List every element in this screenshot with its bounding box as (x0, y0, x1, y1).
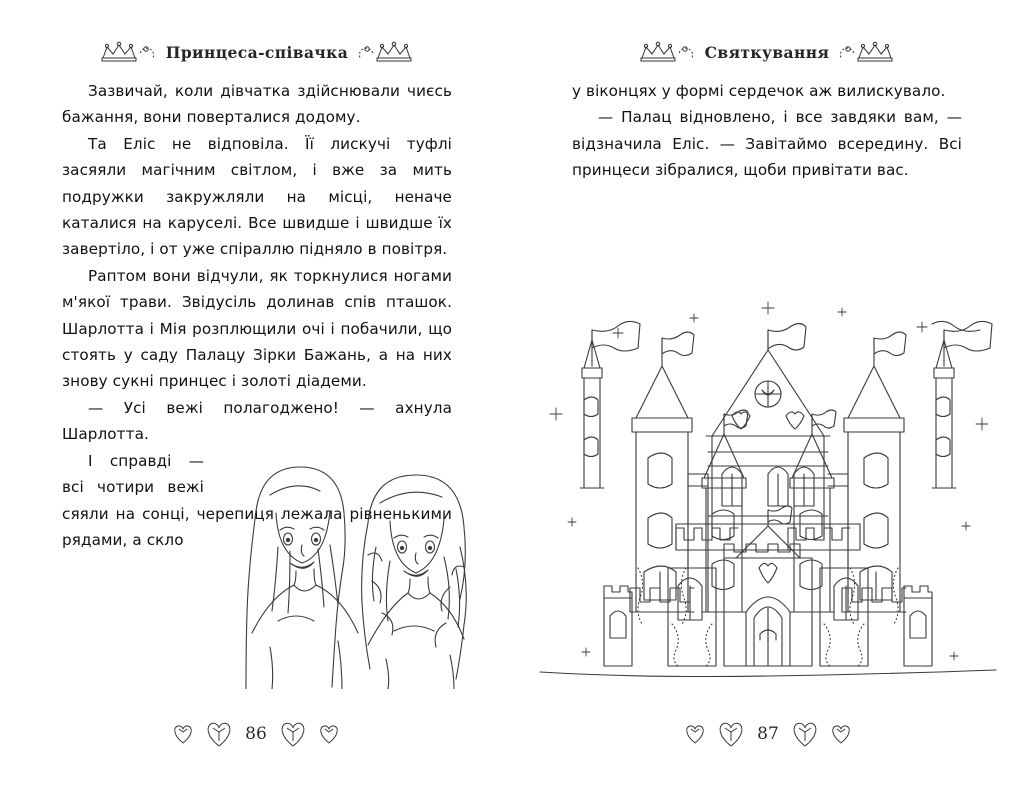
left-folio (0, 719, 512, 749)
right-page-title: Святкування (704, 42, 830, 62)
heart-icon (682, 722, 708, 746)
castle-illustration (526, 268, 1010, 688)
paragraph: — Палац відновлено, і все завдяки вам, — відзначила Еліс. — Завітаймо всередину. Всі принцеси зібралися, щоби привітати вас. (572, 108, 962, 180)
paragraph: Та Еліс не відповіла. Її лискучі туфлі засяяли магічним світлом, і вже за мить подружки закружляли на місці, неначе каталися на каруселі. Все швидше і швидше їх завертіло, і от уже спіраллю підняло в повітря. (62, 134, 452, 259)
right-running-head (572, 0, 962, 78)
left-running-head (62, 0, 452, 78)
paragraph: Зазвичай, коли дівчатка здійснювали чиєсь бажання, вони поверталися додому. (62, 82, 452, 127)
two-girls-illustration (218, 451, 474, 689)
heart-icon (788, 719, 822, 749)
right-text-column (572, 78, 962, 184)
heart-icon (170, 722, 196, 746)
heart-icon (714, 719, 748, 749)
crown-icon (638, 41, 696, 63)
paragraph: І справді — всі чотири вежі сяяли на сонці, черепиця лежала рівненькими рядами, а скло (62, 451, 452, 549)
right-page (512, 0, 1024, 787)
heart-icon (828, 722, 854, 746)
paragraph: Раптом вони відчули, як торкнулися ногами м'якої трави. Звідусіль долинав спів пташок. Шарлотта і Мія розплющили очі і побачили, що стоять у саду Палацу Зірки Бажань, а на них знову сукні принцес і золоті діадеми. (62, 266, 452, 391)
page-number: 86 (245, 724, 267, 744)
paragraph: — Усі вежі полагоджено! — ахнула Шарлотта. (62, 398, 452, 444)
crown-icon (838, 41, 896, 63)
crown-icon (99, 41, 157, 63)
left-page-title: Принцеса-співачка (165, 42, 349, 62)
right-folio (512, 719, 1024, 749)
page-number: 87 (757, 724, 779, 744)
crown-icon (357, 41, 415, 63)
heart-icon (316, 722, 342, 746)
heart-icon (202, 719, 236, 749)
paragraph: у віконцях у формі сердечок аж вилискувало. (572, 82, 946, 100)
heart-icon (276, 719, 310, 749)
